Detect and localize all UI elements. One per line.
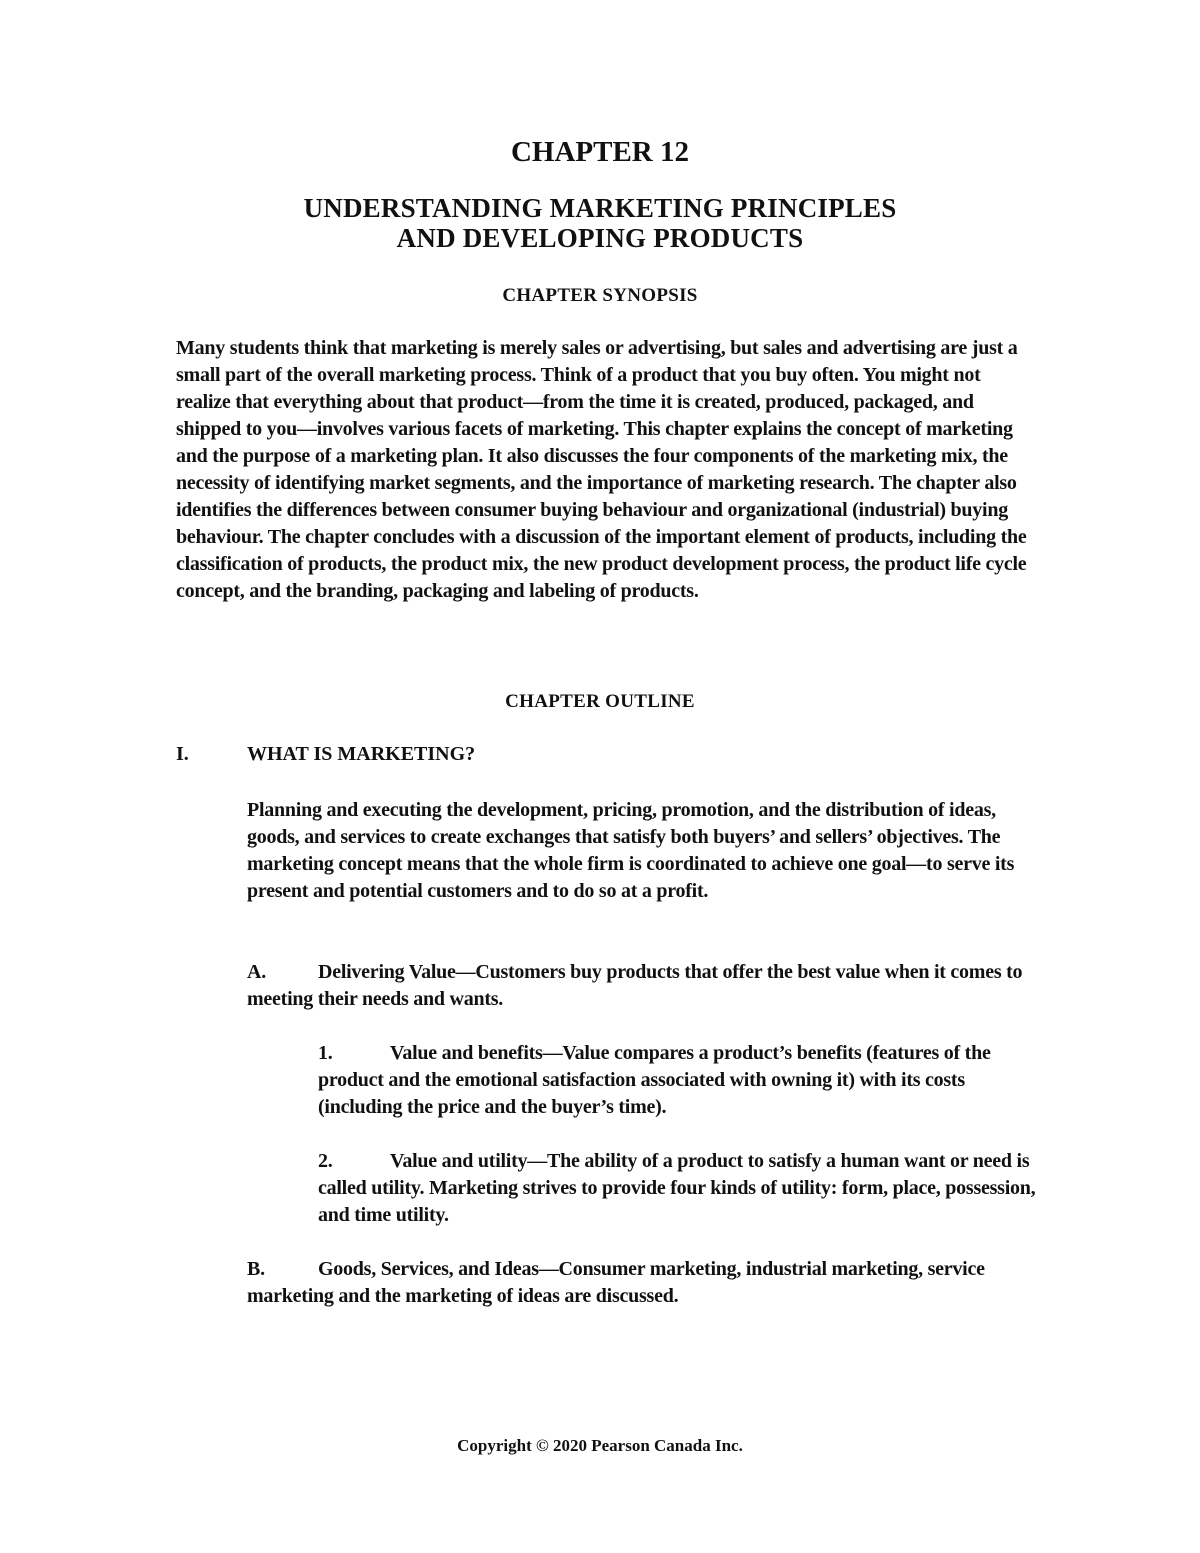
section-title: WHAT IS MARKETING? [247, 743, 476, 765]
copyright-footer: Copyright © 2020 Pearson Canada Inc. [457, 1436, 743, 1455]
subsection-b-marker: B. [247, 1258, 265, 1280]
item-1-marker: 1. [318, 1042, 333, 1064]
chapter-number: CHAPTER 12 [510, 136, 690, 168]
section-numeral: I. [176, 743, 189, 765]
item-2-text: Value and utility—The ability of a product to satisfy a human want or need is called utility. Marketing strives to provide four kinds of utility: form, place, possession, and time utility. [318, 1150, 1036, 1226]
synopsis-heading: CHAPTER SYNOPSIS [502, 285, 698, 306]
synopsis-paragraph: Many students think that marketing is merely sales or advertising, but sales and advertising are just a small part of the overall marketing process. Think of a product that you buy often. You might not realize that everything about that product—from the time it is created, produced, packaged, and shipped to you—involves various facets of marketing. This chapter explains the concept of marketing and the purpose of a marketing plan. It also discusses the four components of the marketing mix, the necessity of identifying market segments, and the importance of marketing research. The chapter also identifies the differences between consumer buying behaviour and organizational (industrial) buying behaviour. The chapter concludes with a discussion of the important element of products, including the classification of products, the product mix, the new product development process, the product life cycle concept, and the branding, packaging and labeling of products. [176, 337, 1027, 602]
item-2-marker: 2. [318, 1150, 333, 1172]
item-2 [318, 1148, 1038, 1229]
chapter-title [0, 193, 1200, 253]
marketing-definition-paragraph: Planning and executing the development, pricing, promotion, and the distribution of ideas, goods, and services to create exchanges that satisfy both buyers’ and sellers’ objectives. The marketing concept means that the whole firm is coordinated to achieve one goal—to serve its present and potential customers and to do so at a profit. [247, 799, 1015, 902]
subsection-a-marker: A. [247, 961, 266, 983]
subsection-b-text: Goods, Services, and Ideas—Consumer marketing, industrial marketing, service marketing and the marketing of ideas are discussed. [247, 1258, 985, 1307]
subsection-a [247, 959, 1037, 1013]
subsection-a-text: Delivering Value—Customers buy products that offer the best value when it comes to meeting their needs and wants. [247, 961, 1023, 1010]
chapter-title-line-1: UNDERSTANDING MARKETING PRINCIPLES [303, 193, 897, 223]
subsection-b [247, 1256, 1037, 1310]
chapter-title-line-2: AND DEVELOPING PRODUCTS [396, 223, 804, 253]
item-1 [318, 1040, 1038, 1121]
item-1-text: Value and benefits—Value compares a product’s benefits (features of the product and the emotional satisfaction associated with owning it) with its costs (including the price and the buyer’s time). [318, 1042, 991, 1118]
outline-heading: CHAPTER OUTLINE [505, 691, 695, 712]
